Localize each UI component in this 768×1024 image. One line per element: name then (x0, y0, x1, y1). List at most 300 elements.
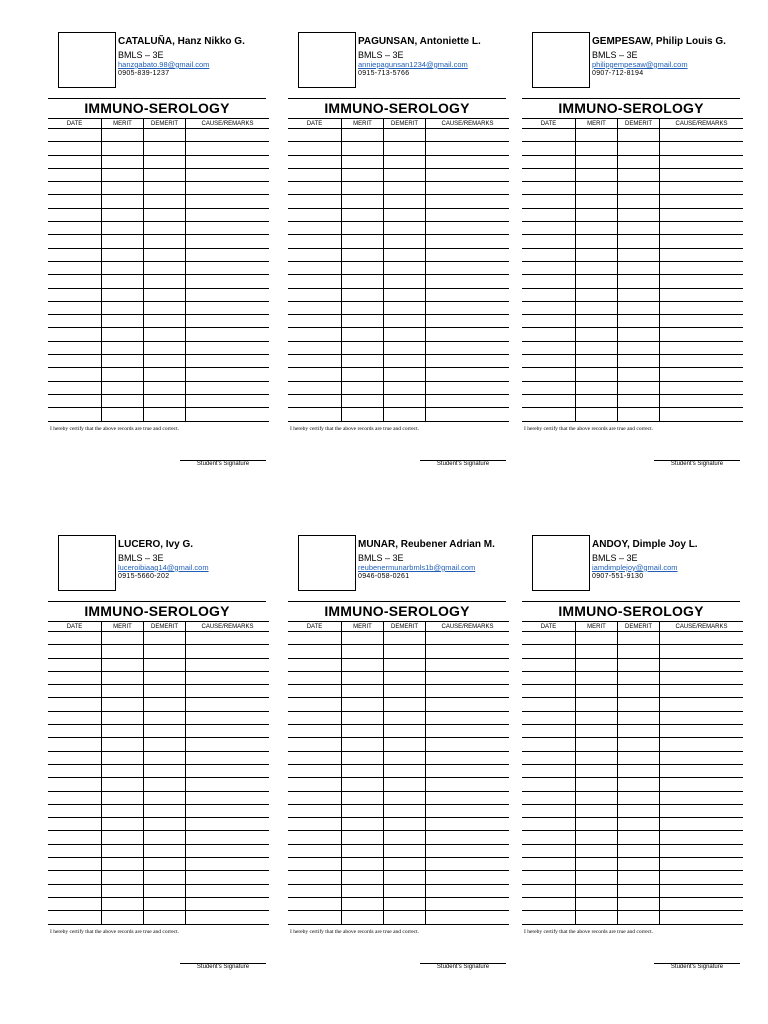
remarks-cell[interactable] (660, 222, 744, 235)
date-cell[interactable] (522, 368, 576, 381)
remarks-cell[interactable] (426, 381, 510, 394)
merit-cell[interactable] (342, 911, 384, 924)
merit-cell[interactable] (576, 168, 618, 181)
merit-cell[interactable] (342, 381, 384, 394)
date-cell[interactable] (48, 394, 102, 407)
merit-cell[interactable] (576, 738, 618, 751)
date-cell[interactable] (288, 632, 342, 645)
remarks-cell[interactable] (660, 804, 744, 817)
demerit-cell[interactable] (144, 858, 186, 871)
remarks-cell[interactable] (186, 632, 270, 645)
demerit-cell[interactable] (618, 301, 660, 314)
date-cell[interactable] (522, 884, 576, 897)
demerit-cell[interactable] (384, 711, 426, 724)
remarks-cell[interactable] (186, 248, 270, 261)
demerit-cell[interactable] (618, 818, 660, 831)
demerit-cell[interactable] (618, 844, 660, 857)
date-cell[interactable] (48, 182, 102, 195)
merit-cell[interactable] (342, 897, 384, 910)
date-cell[interactable] (48, 685, 102, 698)
remarks-cell[interactable] (186, 328, 270, 341)
remarks-cell[interactable] (660, 328, 744, 341)
demerit-cell[interactable] (144, 871, 186, 884)
merit-cell[interactable] (576, 858, 618, 871)
date-cell[interactable] (48, 368, 102, 381)
date-cell[interactable] (288, 381, 342, 394)
demerit-cell[interactable] (144, 751, 186, 764)
demerit-cell[interactable] (144, 222, 186, 235)
remarks-cell[interactable] (660, 632, 744, 645)
merit-cell[interactable] (576, 301, 618, 314)
demerit-cell[interactable] (144, 911, 186, 924)
remarks-cell[interactable] (186, 261, 270, 274)
merit-cell[interactable] (342, 738, 384, 751)
remarks-cell[interactable] (186, 301, 270, 314)
merit-cell[interactable] (576, 711, 618, 724)
merit-cell[interactable] (576, 288, 618, 301)
merit-cell[interactable] (342, 658, 384, 671)
date-cell[interactable] (288, 671, 342, 684)
date-cell[interactable] (48, 871, 102, 884)
merit-cell[interactable] (342, 408, 384, 421)
merit-cell[interactable] (576, 751, 618, 764)
merit-cell[interactable] (102, 658, 144, 671)
demerit-cell[interactable] (144, 208, 186, 221)
date-cell[interactable] (48, 288, 102, 301)
merit-cell[interactable] (576, 248, 618, 261)
demerit-cell[interactable] (144, 275, 186, 288)
date-cell[interactable] (522, 897, 576, 910)
remarks-cell[interactable] (660, 235, 744, 248)
date-cell[interactable] (48, 897, 102, 910)
date-cell[interactable] (48, 804, 102, 817)
demerit-cell[interactable] (144, 632, 186, 645)
date-cell[interactable] (522, 168, 576, 181)
merit-cell[interactable] (342, 884, 384, 897)
date-cell[interactable] (522, 235, 576, 248)
demerit-cell[interactable] (618, 897, 660, 910)
remarks-cell[interactable] (660, 844, 744, 857)
merit-cell[interactable] (342, 155, 384, 168)
demerit-cell[interactable] (144, 182, 186, 195)
remarks-cell[interactable] (426, 911, 510, 924)
student-email[interactable]: philipgempesaw@gmail.com (592, 59, 688, 69)
date-cell[interactable] (522, 315, 576, 328)
demerit-cell[interactable] (618, 208, 660, 221)
merit-cell[interactable] (102, 315, 144, 328)
merit-cell[interactable] (102, 235, 144, 248)
remarks-cell[interactable] (660, 142, 744, 155)
merit-cell[interactable] (576, 381, 618, 394)
merit-cell[interactable] (102, 911, 144, 924)
merit-cell[interactable] (576, 142, 618, 155)
merit-cell[interactable] (102, 858, 144, 871)
date-cell[interactable] (522, 182, 576, 195)
date-cell[interactable] (48, 671, 102, 684)
remarks-cell[interactable] (660, 208, 744, 221)
remarks-cell[interactable] (660, 195, 744, 208)
demerit-cell[interactable] (384, 764, 426, 777)
remarks-cell[interactable] (426, 182, 510, 195)
merit-cell[interactable] (342, 645, 384, 658)
date-cell[interactable] (288, 804, 342, 817)
merit-cell[interactable] (342, 831, 384, 844)
merit-cell[interactable] (102, 408, 144, 421)
date-cell[interactable] (48, 341, 102, 354)
remarks-cell[interactable] (186, 751, 270, 764)
demerit-cell[interactable] (618, 368, 660, 381)
remarks-cell[interactable] (426, 208, 510, 221)
date-cell[interactable] (522, 778, 576, 791)
date-cell[interactable] (48, 129, 102, 142)
remarks-cell[interactable] (426, 764, 510, 777)
demerit-cell[interactable] (144, 685, 186, 698)
demerit-cell[interactable] (618, 315, 660, 328)
demerit-cell[interactable] (384, 341, 426, 354)
merit-cell[interactable] (342, 632, 384, 645)
merit-cell[interactable] (102, 645, 144, 658)
remarks-cell[interactable] (660, 791, 744, 804)
date-cell[interactable] (48, 195, 102, 208)
date-cell[interactable] (522, 288, 576, 301)
remarks-cell[interactable] (426, 368, 510, 381)
demerit-cell[interactable] (618, 248, 660, 261)
remarks-cell[interactable] (186, 408, 270, 421)
merit-cell[interactable] (342, 791, 384, 804)
demerit-cell[interactable] (144, 195, 186, 208)
remarks-cell[interactable] (186, 804, 270, 817)
demerit-cell[interactable] (618, 911, 660, 924)
merit-cell[interactable] (102, 129, 144, 142)
demerit-cell[interactable] (144, 261, 186, 274)
merit-cell[interactable] (576, 778, 618, 791)
demerit-cell[interactable] (618, 858, 660, 871)
merit-cell[interactable] (576, 368, 618, 381)
date-cell[interactable] (522, 751, 576, 764)
demerit-cell[interactable] (144, 394, 186, 407)
merit-cell[interactable] (102, 685, 144, 698)
remarks-cell[interactable] (660, 738, 744, 751)
date-cell[interactable] (522, 408, 576, 421)
demerit-cell[interactable] (618, 408, 660, 421)
merit-cell[interactable] (342, 685, 384, 698)
demerit-cell[interactable] (618, 698, 660, 711)
date-cell[interactable] (48, 275, 102, 288)
date-cell[interactable] (522, 871, 576, 884)
remarks-cell[interactable] (186, 871, 270, 884)
remarks-cell[interactable] (426, 408, 510, 421)
remarks-cell[interactable] (186, 884, 270, 897)
remarks-cell[interactable] (426, 394, 510, 407)
remarks-cell[interactable] (660, 778, 744, 791)
merit-cell[interactable] (576, 764, 618, 777)
demerit-cell[interactable] (384, 394, 426, 407)
date-cell[interactable] (48, 328, 102, 341)
remarks-cell[interactable] (660, 341, 744, 354)
remarks-cell[interactable] (660, 155, 744, 168)
demerit-cell[interactable] (384, 738, 426, 751)
remarks-cell[interactable] (660, 355, 744, 368)
date-cell[interactable] (48, 831, 102, 844)
demerit-cell[interactable] (384, 858, 426, 871)
demerit-cell[interactable] (144, 301, 186, 314)
date-cell[interactable] (522, 222, 576, 235)
date-cell[interactable] (288, 711, 342, 724)
date-cell[interactable] (288, 725, 342, 738)
remarks-cell[interactable] (660, 182, 744, 195)
date-cell[interactable] (48, 248, 102, 261)
demerit-cell[interactable] (144, 831, 186, 844)
demerit-cell[interactable] (384, 261, 426, 274)
remarks-cell[interactable] (426, 725, 510, 738)
demerit-cell[interactable] (144, 129, 186, 142)
demerit-cell[interactable] (618, 871, 660, 884)
merit-cell[interactable] (102, 328, 144, 341)
remarks-cell[interactable] (426, 355, 510, 368)
remarks-cell[interactable] (426, 632, 510, 645)
merit-cell[interactable] (576, 315, 618, 328)
demerit-cell[interactable] (618, 168, 660, 181)
date-cell[interactable] (288, 355, 342, 368)
merit-cell[interactable] (576, 897, 618, 910)
merit-cell[interactable] (102, 804, 144, 817)
date-cell[interactable] (288, 831, 342, 844)
merit-cell[interactable] (576, 645, 618, 658)
demerit-cell[interactable] (384, 155, 426, 168)
remarks-cell[interactable] (660, 818, 744, 831)
demerit-cell[interactable] (618, 884, 660, 897)
remarks-cell[interactable] (186, 142, 270, 155)
date-cell[interactable] (48, 632, 102, 645)
demerit-cell[interactable] (618, 235, 660, 248)
merit-cell[interactable] (342, 222, 384, 235)
date-cell[interactable] (288, 871, 342, 884)
merit-cell[interactable] (102, 831, 144, 844)
date-cell[interactable] (522, 355, 576, 368)
date-cell[interactable] (288, 764, 342, 777)
demerit-cell[interactable] (144, 804, 186, 817)
date-cell[interactable] (48, 315, 102, 328)
demerit-cell[interactable] (618, 658, 660, 671)
date-cell[interactable] (522, 764, 576, 777)
remarks-cell[interactable] (426, 288, 510, 301)
remarks-cell[interactable] (660, 831, 744, 844)
remarks-cell[interactable] (426, 129, 510, 142)
merit-cell[interactable] (342, 129, 384, 142)
remarks-cell[interactable] (186, 897, 270, 910)
merit-cell[interactable] (342, 288, 384, 301)
demerit-cell[interactable] (144, 671, 186, 684)
date-cell[interactable] (522, 711, 576, 724)
remarks-cell[interactable] (660, 248, 744, 261)
date-cell[interactable] (288, 394, 342, 407)
demerit-cell[interactable] (384, 685, 426, 698)
merit-cell[interactable] (342, 195, 384, 208)
demerit-cell[interactable] (384, 818, 426, 831)
demerit-cell[interactable] (144, 778, 186, 791)
remarks-cell[interactable] (660, 394, 744, 407)
merit-cell[interactable] (576, 235, 618, 248)
date-cell[interactable] (522, 844, 576, 857)
merit-cell[interactable] (576, 685, 618, 698)
demerit-cell[interactable] (144, 884, 186, 897)
demerit-cell[interactable] (384, 778, 426, 791)
demerit-cell[interactable] (618, 645, 660, 658)
remarks-cell[interactable] (186, 778, 270, 791)
demerit-cell[interactable] (384, 804, 426, 817)
date-cell[interactable] (288, 911, 342, 924)
remarks-cell[interactable] (186, 355, 270, 368)
remarks-cell[interactable] (186, 129, 270, 142)
merit-cell[interactable] (342, 142, 384, 155)
remarks-cell[interactable] (186, 155, 270, 168)
date-cell[interactable] (522, 381, 576, 394)
demerit-cell[interactable] (144, 328, 186, 341)
remarks-cell[interactable] (186, 911, 270, 924)
demerit-cell[interactable] (144, 248, 186, 261)
demerit-cell[interactable] (144, 168, 186, 181)
demerit-cell[interactable] (384, 911, 426, 924)
merit-cell[interactable] (102, 394, 144, 407)
remarks-cell[interactable] (186, 381, 270, 394)
date-cell[interactable] (522, 738, 576, 751)
merit-cell[interactable] (102, 368, 144, 381)
merit-cell[interactable] (576, 658, 618, 671)
remarks-cell[interactable] (660, 871, 744, 884)
merit-cell[interactable] (342, 764, 384, 777)
demerit-cell[interactable] (144, 764, 186, 777)
remarks-cell[interactable] (426, 142, 510, 155)
date-cell[interactable] (522, 328, 576, 341)
remarks-cell[interactable] (426, 738, 510, 751)
merit-cell[interactable] (102, 301, 144, 314)
date-cell[interactable] (48, 738, 102, 751)
remarks-cell[interactable] (186, 725, 270, 738)
merit-cell[interactable] (102, 248, 144, 261)
date-cell[interactable] (48, 261, 102, 274)
date-cell[interactable] (288, 858, 342, 871)
demerit-cell[interactable] (618, 751, 660, 764)
remarks-cell[interactable] (426, 778, 510, 791)
student-email[interactable]: anniepagunsan1234@gmail.com (358, 59, 468, 69)
remarks-cell[interactable] (426, 275, 510, 288)
merit-cell[interactable] (342, 182, 384, 195)
demerit-cell[interactable] (144, 341, 186, 354)
date-cell[interactable] (288, 778, 342, 791)
remarks-cell[interactable] (660, 315, 744, 328)
merit-cell[interactable] (576, 818, 618, 831)
date-cell[interactable] (288, 182, 342, 195)
merit-cell[interactable] (576, 804, 618, 817)
date-cell[interactable] (48, 222, 102, 235)
remarks-cell[interactable] (660, 288, 744, 301)
merit-cell[interactable] (576, 328, 618, 341)
date-cell[interactable] (522, 275, 576, 288)
remarks-cell[interactable] (660, 368, 744, 381)
date-cell[interactable] (288, 315, 342, 328)
demerit-cell[interactable] (384, 208, 426, 221)
merit-cell[interactable] (102, 884, 144, 897)
merit-cell[interactable] (342, 858, 384, 871)
merit-cell[interactable] (342, 844, 384, 857)
remarks-cell[interactable] (426, 751, 510, 764)
date-cell[interactable] (288, 658, 342, 671)
remarks-cell[interactable] (660, 711, 744, 724)
demerit-cell[interactable] (144, 738, 186, 751)
demerit-cell[interactable] (618, 129, 660, 142)
demerit-cell[interactable] (144, 698, 186, 711)
merit-cell[interactable] (342, 711, 384, 724)
remarks-cell[interactable] (186, 858, 270, 871)
remarks-cell[interactable] (186, 791, 270, 804)
merit-cell[interactable] (102, 208, 144, 221)
merit-cell[interactable] (102, 751, 144, 764)
merit-cell[interactable] (342, 698, 384, 711)
demerit-cell[interactable] (618, 195, 660, 208)
merit-cell[interactable] (576, 394, 618, 407)
remarks-cell[interactable] (186, 711, 270, 724)
merit-cell[interactable] (102, 182, 144, 195)
date-cell[interactable] (288, 818, 342, 831)
date-cell[interactable] (288, 698, 342, 711)
date-cell[interactable] (288, 341, 342, 354)
demerit-cell[interactable] (618, 275, 660, 288)
demerit-cell[interactable] (144, 381, 186, 394)
date-cell[interactable] (48, 764, 102, 777)
demerit-cell[interactable] (618, 288, 660, 301)
demerit-cell[interactable] (384, 791, 426, 804)
merit-cell[interactable] (576, 195, 618, 208)
merit-cell[interactable] (102, 818, 144, 831)
demerit-cell[interactable] (144, 355, 186, 368)
date-cell[interactable] (48, 778, 102, 791)
demerit-cell[interactable] (618, 394, 660, 407)
demerit-cell[interactable] (618, 328, 660, 341)
merit-cell[interactable] (102, 195, 144, 208)
remarks-cell[interactable] (426, 328, 510, 341)
remarks-cell[interactable] (186, 818, 270, 831)
demerit-cell[interactable] (384, 248, 426, 261)
remarks-cell[interactable] (426, 804, 510, 817)
remarks-cell[interactable] (426, 884, 510, 897)
date-cell[interactable] (522, 341, 576, 354)
remarks-cell[interactable] (426, 685, 510, 698)
merit-cell[interactable] (576, 129, 618, 142)
demerit-cell[interactable] (144, 408, 186, 421)
demerit-cell[interactable] (384, 142, 426, 155)
demerit-cell[interactable] (618, 155, 660, 168)
student-email[interactable]: hanzgabato.98@gmail.com (118, 59, 210, 69)
remarks-cell[interactable] (186, 168, 270, 181)
demerit-cell[interactable] (384, 368, 426, 381)
merit-cell[interactable] (342, 208, 384, 221)
demerit-cell[interactable] (384, 235, 426, 248)
demerit-cell[interactable] (618, 725, 660, 738)
demerit-cell[interactable] (144, 897, 186, 910)
remarks-cell[interactable] (426, 645, 510, 658)
date-cell[interactable] (288, 884, 342, 897)
remarks-cell[interactable] (426, 222, 510, 235)
merit-cell[interactable] (102, 275, 144, 288)
date-cell[interactable] (48, 658, 102, 671)
remarks-cell[interactable] (660, 671, 744, 684)
date-cell[interactable] (522, 155, 576, 168)
date-cell[interactable] (48, 168, 102, 181)
merit-cell[interactable] (102, 155, 144, 168)
remarks-cell[interactable] (660, 764, 744, 777)
remarks-cell[interactable] (186, 738, 270, 751)
date-cell[interactable] (522, 301, 576, 314)
